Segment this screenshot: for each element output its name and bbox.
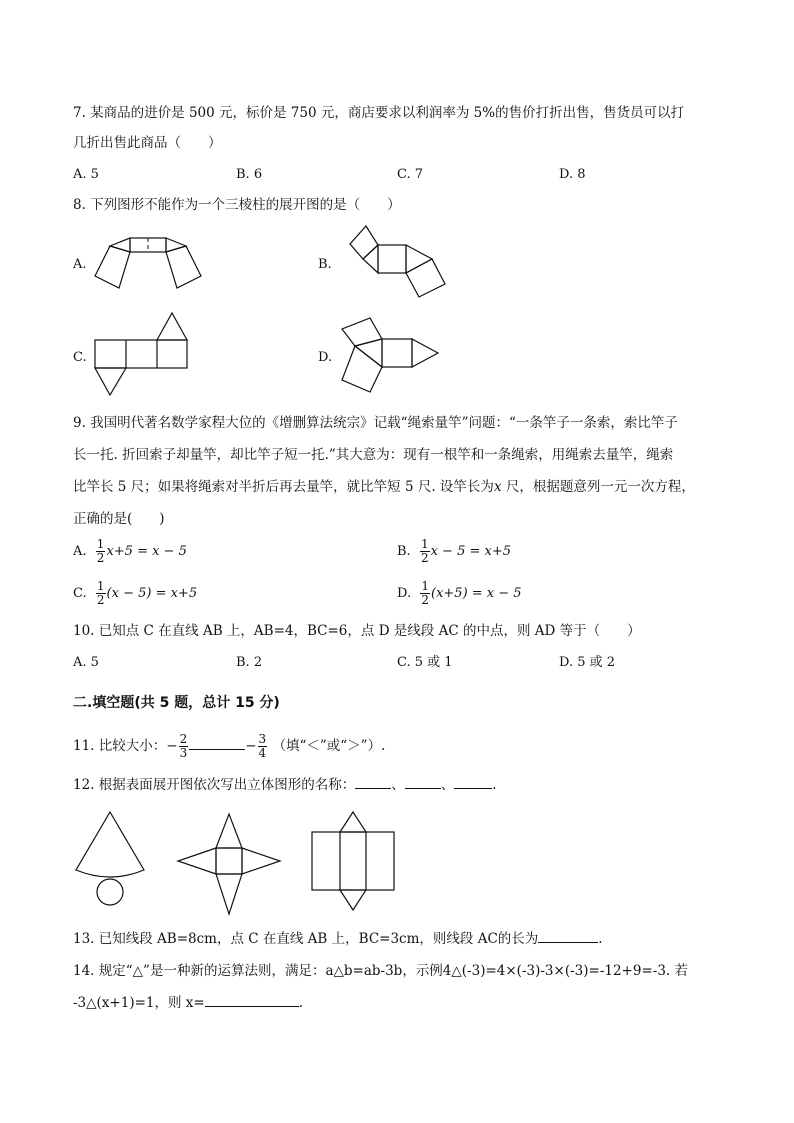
q14-answer-blank[interactable] bbox=[205, 1006, 299, 1007]
q8-label-a: A. bbox=[73, 257, 87, 272]
q8-label-c: C. bbox=[73, 350, 87, 365]
q7-line1: 7. 某商品的进价是 500 元，标价是 750 元，商店要求以利润率为 5%的售价打折出售，售货员可以打 bbox=[73, 105, 685, 121]
q9-line2: 长一托. 折回索子却量竿，却比竿子短一托.”其大意为：现有一根竿和一条绳索，用绳索去量竿，绳索 bbox=[73, 447, 674, 463]
q9-option-a: A. $\frac{1}{2}$ x+5 = x − 5 bbox=[73, 537, 187, 565]
net-figure-d bbox=[338, 316, 442, 394]
q10-option-d: D. 5 或 2 bbox=[559, 655, 616, 670]
q7-line2: 几折出售此商品（ ） bbox=[73, 135, 222, 151]
q9-option-d: D. $\frac{1}{2}$ (x+5) = x − 5 bbox=[397, 579, 522, 607]
cone-net-figure bbox=[72, 810, 148, 910]
q7-option-b: B. 6 bbox=[236, 167, 263, 182]
q10-option-a: A. 5 bbox=[73, 655, 99, 670]
q11-answer-blank[interactable] bbox=[189, 749, 245, 750]
q12-blank-2[interactable] bbox=[405, 788, 441, 789]
q9-line3: 比竿长 5 尺；如果将绳索对半折后再去量竿，就比竿短 5 尺. 设竿长为x 尺，根据题意列一元一次方程， bbox=[73, 479, 695, 495]
q13-answer-blank[interactable] bbox=[538, 942, 598, 943]
net-figure-c bbox=[93, 313, 193, 399]
q10-stem: 10. 已知点 C 在直线 AB 上，AB=4，BC=6，点 D 是线段 AC 的中点，则 AD 等于（ ） bbox=[73, 623, 641, 639]
q11-stem: 11. 比较大小：− $\frac{2}{3}$ − $\frac{3}{4}$ （填“＜”或“＞”）. bbox=[73, 732, 386, 760]
net-figure-b bbox=[336, 222, 451, 300]
q8-label-d: D. bbox=[318, 350, 333, 365]
q8-label-b: B. bbox=[318, 257, 332, 272]
section-heading: 二.填空题(共 5 题，总计 15 分) bbox=[73, 695, 280, 711]
q9-option-c: C. $\frac{1}{2}$ (x − 5) = x+5 bbox=[73, 579, 198, 607]
q12-blank-1[interactable] bbox=[355, 788, 391, 789]
q8-stem: 8. 下列图形不能作为一个三棱柱的展开图的是（ ） bbox=[73, 197, 401, 213]
prism-net-figure bbox=[310, 810, 396, 914]
q12-blank-3[interactable] bbox=[454, 788, 492, 789]
q13-stem: 13. 已知线段 AB=8cm，点 C 在直线 AB 上，BC=3cm，则线段 AC的长为 . bbox=[73, 931, 603, 947]
q12-stem: 12. 根据表面展开图依次写出立体图形的名称： 、 、 . bbox=[73, 777, 497, 793]
q7-option-a: A. 5 bbox=[73, 167, 99, 182]
q10-option-c: C. 5 或 1 bbox=[397, 655, 453, 670]
q9-line1: 9. 我国明代著名数学家程大位的《增删算法统宗》记载“绳索量竿”问题：“一条竿子一条索，索比竿子 bbox=[73, 415, 678, 431]
q14-line2: -3△(x+1)=1，则 x= . bbox=[73, 995, 303, 1011]
q9-option-b: B. $\frac{1}{2}$ x − 5 = x+5 bbox=[397, 537, 512, 565]
q7-option-d: D. 8 bbox=[559, 167, 586, 182]
q9-line4: 正确的是( ) bbox=[73, 511, 165, 527]
pyramid-net-figure bbox=[176, 812, 282, 916]
net-figure-a bbox=[92, 232, 204, 294]
q10-option-b: B. 2 bbox=[236, 655, 263, 670]
q7-option-c: C. 7 bbox=[397, 167, 424, 182]
q14-line1: 14. 规定“△”是一种新的运算法则，满足：a△b=ab-3b，示例4△(-3)=4×(-3)-3×(-3)=-12+9=-3. 若 bbox=[73, 963, 689, 979]
